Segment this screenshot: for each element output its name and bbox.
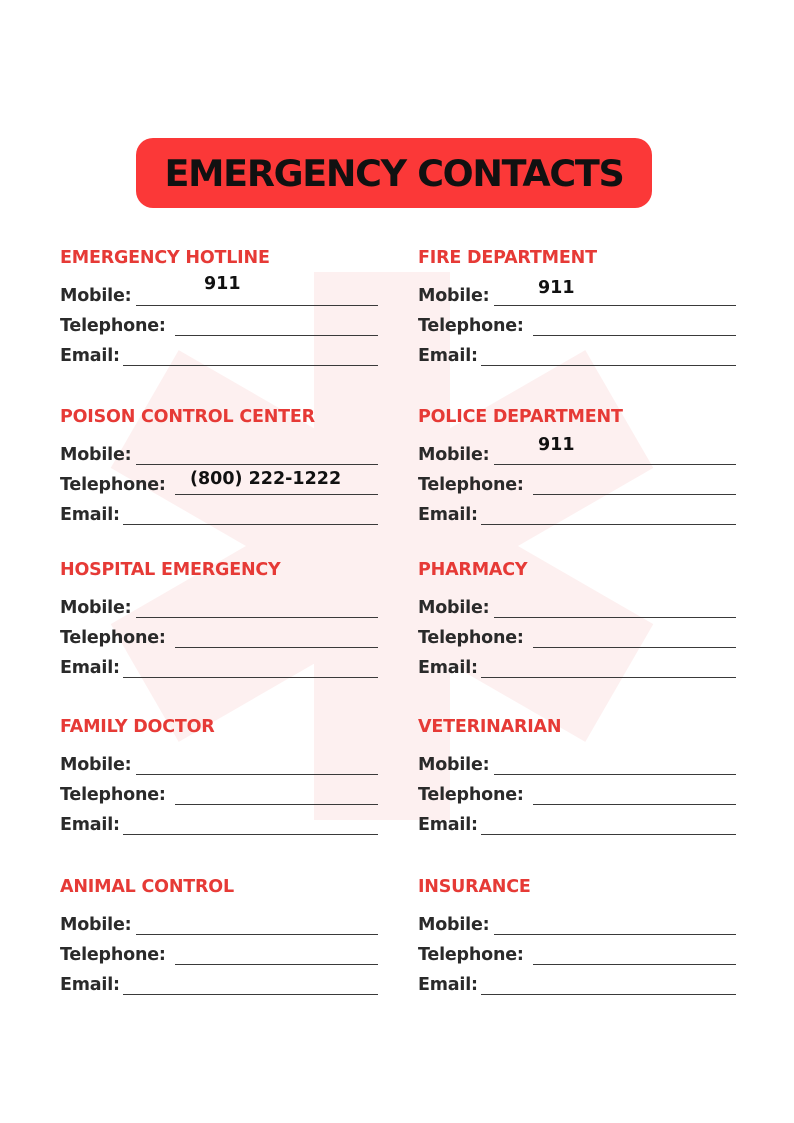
page-title: EMERGENCY CONTACTS	[164, 151, 624, 195]
mobile-label: Mobile:	[60, 445, 132, 465]
telephone-field[interactable]	[418, 316, 736, 336]
telephone-label: Telephone:	[418, 945, 524, 965]
email-label: Email:	[418, 505, 478, 525]
telephone-field[interactable]	[60, 469, 378, 495]
telephone-underline	[533, 647, 736, 649]
email-label: Email:	[418, 346, 478, 366]
email-field[interactable]	[60, 975, 378, 995]
email-field[interactable]	[418, 346, 736, 366]
email-field[interactable]	[418, 658, 736, 678]
mobile-field[interactable]	[418, 915, 736, 935]
mobile-field[interactable]	[418, 598, 736, 618]
email-label: Email:	[418, 815, 478, 835]
telephone-underline	[175, 964, 378, 966]
mobile-underline	[494, 774, 736, 776]
email-field[interactable]	[60, 505, 378, 525]
mobile-value: 911	[204, 274, 241, 294]
mobile-underline	[136, 934, 378, 936]
mobile-underline	[494, 464, 736, 466]
mobile-field[interactable]	[60, 274, 378, 306]
email-underline	[123, 677, 378, 679]
mobile-value: 911	[538, 435, 575, 455]
mobile-underline	[494, 305, 736, 307]
mobile-field[interactable]	[418, 278, 736, 306]
telephone-label: Telephone:	[60, 785, 166, 805]
mobile-label: Mobile:	[418, 755, 490, 775]
mobile-label: Mobile:	[60, 915, 132, 935]
telephone-underline	[533, 335, 736, 337]
mobile-label: Mobile:	[418, 598, 490, 618]
mobile-underline	[136, 305, 378, 307]
mobile-label: Mobile:	[60, 755, 132, 775]
email-underline	[123, 524, 378, 526]
email-label: Email:	[418, 975, 478, 995]
email-field[interactable]	[418, 815, 736, 835]
telephone-field[interactable]	[418, 475, 736, 495]
email-field[interactable]	[60, 815, 378, 835]
telephone-field[interactable]	[418, 628, 736, 648]
email-label: Email:	[418, 658, 478, 678]
mobile-underline	[136, 774, 378, 776]
telephone-field[interactable]	[60, 945, 378, 965]
email-label: Email:	[60, 975, 120, 995]
email-underline	[481, 994, 736, 996]
section-title: VETERINARIAN	[418, 717, 562, 737]
mobile-label: Mobile:	[418, 445, 490, 465]
email-underline	[123, 994, 378, 996]
email-label: Email:	[60, 658, 120, 678]
email-underline	[481, 524, 736, 526]
telephone-underline	[533, 804, 736, 806]
telephone-underline	[175, 647, 378, 649]
email-underline	[481, 365, 736, 367]
telephone-label: Telephone:	[418, 475, 524, 495]
telephone-field[interactable]	[60, 628, 378, 648]
mobile-field[interactable]	[418, 755, 736, 775]
section-title: FIRE DEPARTMENT	[418, 248, 597, 268]
mobile-underline	[494, 934, 736, 936]
telephone-field[interactable]	[418, 785, 736, 805]
telephone-label: Telephone:	[418, 785, 524, 805]
mobile-field[interactable]	[60, 445, 378, 465]
telephone-value: (800) 222-1222	[190, 469, 342, 489]
email-label: Email:	[60, 346, 120, 366]
mobile-field[interactable]	[60, 598, 378, 618]
section-title: POISON CONTROL CENTER	[60, 407, 315, 427]
telephone-label: Telephone:	[60, 945, 166, 965]
email-field[interactable]	[60, 346, 378, 366]
email-underline	[123, 834, 378, 836]
section-title: PHARMACY	[418, 560, 528, 580]
mobile-label: Mobile:	[418, 915, 490, 935]
email-underline	[123, 365, 378, 367]
telephone-underline	[175, 494, 378, 496]
telephone-underline	[533, 494, 736, 496]
section-title: EMERGENCY HOTLINE	[60, 248, 270, 268]
mobile-underline	[136, 617, 378, 619]
telephone-underline	[533, 964, 736, 966]
section-title: ANIMAL CONTROL	[60, 877, 234, 897]
telephone-field[interactable]	[418, 945, 736, 965]
telephone-underline	[175, 335, 378, 337]
section-title: FAMILY DOCTOR	[60, 717, 215, 737]
section-title: POLICE DEPARTMENT	[418, 407, 623, 427]
email-field[interactable]	[60, 658, 378, 678]
telephone-label: Telephone:	[60, 628, 166, 648]
section-title: HOSPITAL EMERGENCY	[60, 560, 281, 580]
telephone-field[interactable]	[60, 316, 378, 336]
email-field[interactable]	[418, 505, 736, 525]
telephone-label: Telephone:	[60, 316, 166, 336]
mobile-field[interactable]	[60, 755, 378, 775]
section-title: INSURANCE	[418, 877, 531, 897]
email-label: Email:	[60, 505, 120, 525]
mobile-label: Mobile:	[418, 286, 490, 306]
email-label: Email:	[60, 815, 120, 835]
mobile-underline	[494, 617, 736, 619]
telephone-underline	[175, 804, 378, 806]
mobile-label: Mobile:	[60, 598, 132, 618]
email-underline	[481, 677, 736, 679]
mobile-field[interactable]	[60, 915, 378, 935]
mobile-label: Mobile:	[60, 286, 132, 306]
mobile-value: 911	[538, 278, 575, 298]
email-field[interactable]	[418, 975, 736, 995]
email-underline	[481, 834, 736, 836]
telephone-label: Telephone:	[418, 628, 524, 648]
mobile-field[interactable]	[418, 435, 736, 465]
telephone-label: Telephone:	[60, 475, 166, 495]
telephone-label: Telephone:	[418, 316, 524, 336]
title-banner	[136, 138, 652, 208]
mobile-underline	[136, 464, 378, 466]
telephone-field[interactable]	[60, 785, 378, 805]
